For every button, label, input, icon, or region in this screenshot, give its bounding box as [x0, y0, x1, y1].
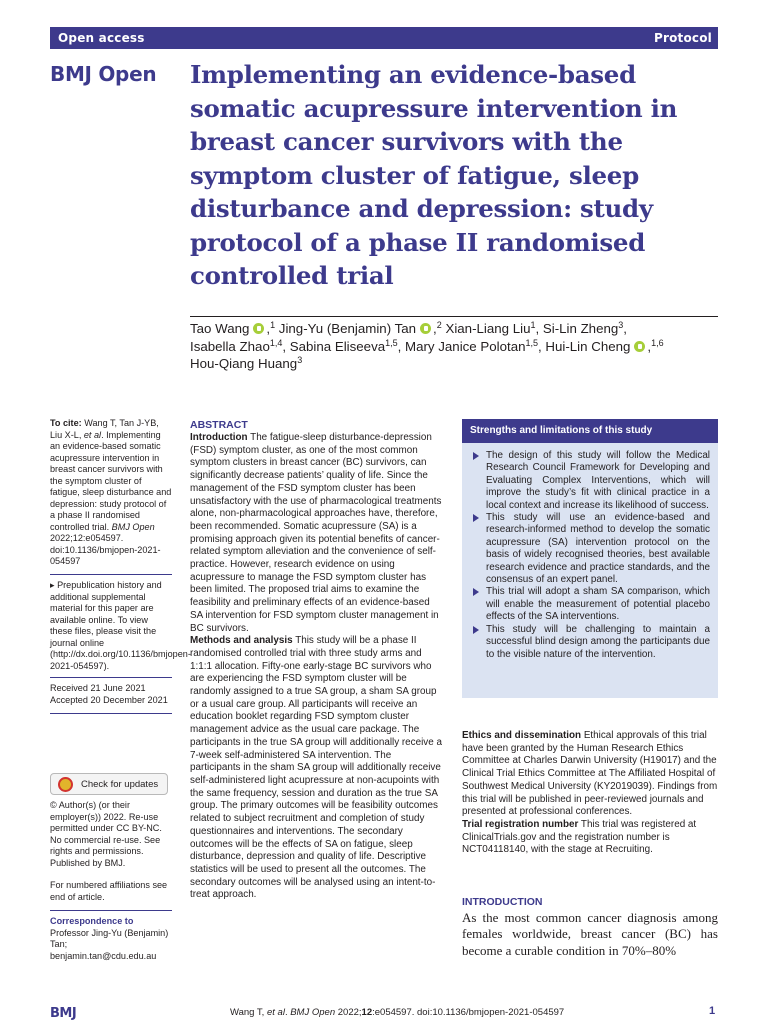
- author-affiliation: 1: [270, 320, 276, 330]
- abstract-heading: ABSTRACT: [190, 419, 248, 431]
- box-list: [462, 450, 718, 661]
- sidebar-divider: [50, 713, 172, 714]
- author-affiliation: 1: [530, 320, 536, 330]
- box-item-text: This trial will adopt a sham SA comparison, which will enable the measurement of potential placebo effects of the SA interventions.: [486, 586, 710, 623]
- methods-text: This study will be a phase II randomised controlled trial with three study arms and 1:1:1 allocation. Fifty-one early-stage BC survivors who are experiencing the FSD symptom cluster will be randomly assigned to a true SA group, a sham SA group or a usual care group. All participants will receive an education booklet regarding FSD symptom cluster management advice as the usual care package. The participants in the true SA group will additionally receive a 7-week self-administered SA intervention. The participants in the sham SA group will additionally receive self-administered light acupressure at non-acupoints with the same frequency, session and duration as the true SA group. The primary outcomes will be feasibility outcomes related to subject recruitment and completion of study questionnaires and interventions. The secondary outcomes will be the effects of SA on fatigue, sleep disturbance, depression and quality of life. Descriptive statistics will be used to present all the outcomes. The secondary outcomes will be analysed using an intent-to-treat approach.: [190, 635, 442, 901]
- abstract-body: [190, 432, 444, 902]
- author-name: Mary Janice Polotan: [405, 338, 526, 354]
- author-affiliation: 1,5: [385, 337, 398, 348]
- sidebar-divider: [50, 910, 172, 911]
- top-banner: [50, 27, 718, 49]
- cite-journal: BMJ Open: [111, 521, 155, 532]
- footer-citation: [230, 1007, 564, 1018]
- registration-label: Trial registration number: [462, 818, 579, 830]
- author-affiliation: 3: [297, 355, 303, 365]
- sidebar-divider: [50, 574, 172, 575]
- orcid-icon[interactable]: [420, 323, 431, 334]
- orcid-icon[interactable]: [634, 341, 645, 352]
- author-name: Isabella Zhao: [190, 338, 270, 354]
- author-name: Xian-Liang Liu: [445, 321, 531, 336]
- footer-cite-text: 2022;: [335, 1007, 362, 1018]
- ethics-text: Ethical approvals of this trial have been granted by the Human Research Ethics Committee at Charles Darwin University (H19017) and the Clinical Trial Ethics Committee at The Affiliated Hospital of Southwest Medical University (KY2019039). Findings from this trial will be published in peer-reviewed journals and presented at professional conferences.: [462, 730, 718, 818]
- bullet-triangle-icon: [473, 626, 479, 634]
- bullet-triangle-icon: [473, 588, 479, 596]
- footer-cite-journal: BMJ Open: [290, 1007, 336, 1018]
- affiliations-note: For numbered affiliations see end of article.: [50, 880, 168, 902]
- author-name: Sabina Eliseeva: [289, 338, 386, 354]
- prepub-note[interactable]: ▸ Prepublication history and additional supplemental material for this paper are available online. To view these files, please visit the journal online (http://dx.doi.org/10.1136/bmjopen-2021-054597).: [50, 580, 191, 671]
- cite-doi: 2022;12:e054597. doi:10.1136/bmjopen-2021-054597: [50, 533, 161, 566]
- author-affiliation: 1,6: [651, 337, 664, 348]
- author-name: Si-Lin Zheng: [542, 321, 619, 336]
- check-updates-label: Check for updates: [81, 779, 159, 790]
- dates-block: [50, 683, 172, 706]
- cite-text: Wang T, Tan J-YB, Liu X-L,: [50, 418, 159, 440]
- article-title: Implementing an evidence-based somatic acupressure intervention in breast cancer survivors with the symptom cluster of fatigue, sleep disturbance and depression: study protocol of a phase II randomised controlled trial: [190, 60, 678, 290]
- footer-cite-volume: 12: [361, 1007, 373, 1018]
- correspondence-heading: Correspondence to: [50, 916, 134, 926]
- box-item-text: The design of this study will follow the Medical Research Council Framework for Developing and Evaluating Complex Interventions, which will improve the study’s fit with clinical practice in a local context and increase its likelihood of success.: [486, 450, 710, 511]
- crossmark-icon: [58, 777, 73, 792]
- footer-cite-text: .: [284, 1007, 291, 1018]
- bullet-triangle-icon: [473, 514, 479, 522]
- cite-label: To cite:: [50, 418, 82, 428]
- check-for-updates-button[interactable]: [50, 773, 168, 795]
- copyright-note: © Author(s) (or their employer(s)) 2022. Re-use permitted under CC BY-NC. No commercial re-use. See rights and permissions. Published by BMJ.: [50, 800, 162, 868]
- introduction-heading: INTRODUCTION: [462, 896, 543, 908]
- footer-cite-etal: et al: [266, 1007, 285, 1018]
- box-item-text: This study will be challenging to maintain a successful blind design among the participants due to the visible nature of the intervention.: [486, 623, 710, 660]
- authors-divider: [190, 316, 718, 317]
- open-access-label: Open access: [58, 31, 145, 45]
- methods-label: Methods and analysis: [190, 635, 293, 647]
- author-name: Jing-Yu (Benjamin) Tan: [278, 321, 417, 336]
- cite-text: . Implementing an evidence-based somatic acupressure intervention in breast cancer survivors with the symptom cluster of fatigue, sleep disturbance and depression: study protocol of a phase II randomised controlled trial.: [50, 429, 172, 532]
- accepted-date: Accepted 20 December 2021: [50, 694, 168, 705]
- box-list-item: [462, 512, 718, 586]
- box-item-text: This study will use an evidence-based and research-informed method to develop the somatic acupressure (SA) intervention protocol on the basis of widely recognised theories, best available research evidence and practice standards, and the consensus of an expert panel.: [486, 512, 710, 586]
- footer-cite-doi: :e054597. doi:10.1136/bmjopen-2021-054597: [372, 1007, 565, 1018]
- abstract-continued: [462, 730, 718, 857]
- bullet-triangle-icon: [473, 452, 479, 460]
- author-name: Hui-Lin Cheng: [545, 338, 631, 354]
- strengths-limitations-box: [462, 419, 718, 698]
- author-affiliation: 1,4: [269, 337, 283, 348]
- introduction-text: As the most common cancer diagnosis among females worldwide, breast cancer (BC) has become a curable condition in 70%–80%: [462, 910, 718, 958]
- author-list: Tao Wang ,$^1$ Jing-Yu (Benjamin) Tan ,$^2$ Xian-Liang Liu$^1$, Si-Lin Zheng$^3$, Isabella Zhao$^{1,4}$, Sabina Eliseeva$^{1,5}$, Mary Janice Polotan$^{1,5}$, Hui-Lin Cheng ,$^{1,6}$ Hou-Qiang Huang$^3$: [190, 320, 664, 371]
- citation-block: [50, 418, 172, 568]
- correspondence-text[interactable]: Professor Jing-Yu (Benjamin) Tan; benjamin.tan@cdu.edu.au: [50, 927, 169, 961]
- box-list-item: [462, 450, 718, 512]
- box-list-item: [462, 586, 718, 623]
- orcid-icon[interactable]: [253, 323, 264, 334]
- footer-cite-text: Wang T,: [230, 1007, 267, 1018]
- author-affiliation: 3: [618, 320, 624, 330]
- cite-etal: et al: [83, 429, 102, 440]
- author-affiliation: 1,5: [525, 337, 539, 348]
- correspondence-block: [50, 916, 172, 962]
- author-name: Hou-Qiang Huang: [190, 356, 298, 371]
- box-list-item: [462, 624, 718, 661]
- journal-logo: BMJ Open: [50, 62, 157, 86]
- intro-text: The fatigue-sleep disturbance-depression (FSD) symptom cluster, as one of the most common symptom clusters in breast cancer (BC) survivors, can significantly decrease patients’ quality of life. Since the management of the FSD symptom cluster has been unsatisfactory with the use of pharmacological treatments alone, non-pharmacological approaches have, therefore, been recommended. Somatic acupressure (SA) is a promising approach given its potential benefits of cancer-related symptom alleviation and the convenience of self-practice. However, research evidence on using acupressure to manage the FSD symptom cluster has been limited. The proposed trial aims to examine the feasibility and preliminary effects of an evidence-based SA intervention for FSD symptom cluster management in BC survivors.: [190, 432, 442, 634]
- article-type-label: Protocol: [653, 31, 712, 45]
- page-number: 1: [709, 1005, 716, 1017]
- ethics-label: Ethics and dissemination: [462, 730, 582, 741]
- author-name: Tao Wang: [190, 321, 250, 336]
- sidebar-divider: [50, 677, 172, 678]
- registration-text: This trial was registered at ClinicalTrials.gov and the registration number is NCT04118140, with the stage at Recruiting.: [462, 818, 697, 856]
- footer-bmj-logo: BMJ: [50, 1006, 77, 1021]
- received-date: Received 21 June 2021: [50, 683, 146, 693]
- box-heading: Strengths and limitations of this study: [462, 419, 718, 443]
- author-affiliation: 2: [436, 320, 442, 330]
- intro-label: Introduction: [190, 432, 248, 443]
